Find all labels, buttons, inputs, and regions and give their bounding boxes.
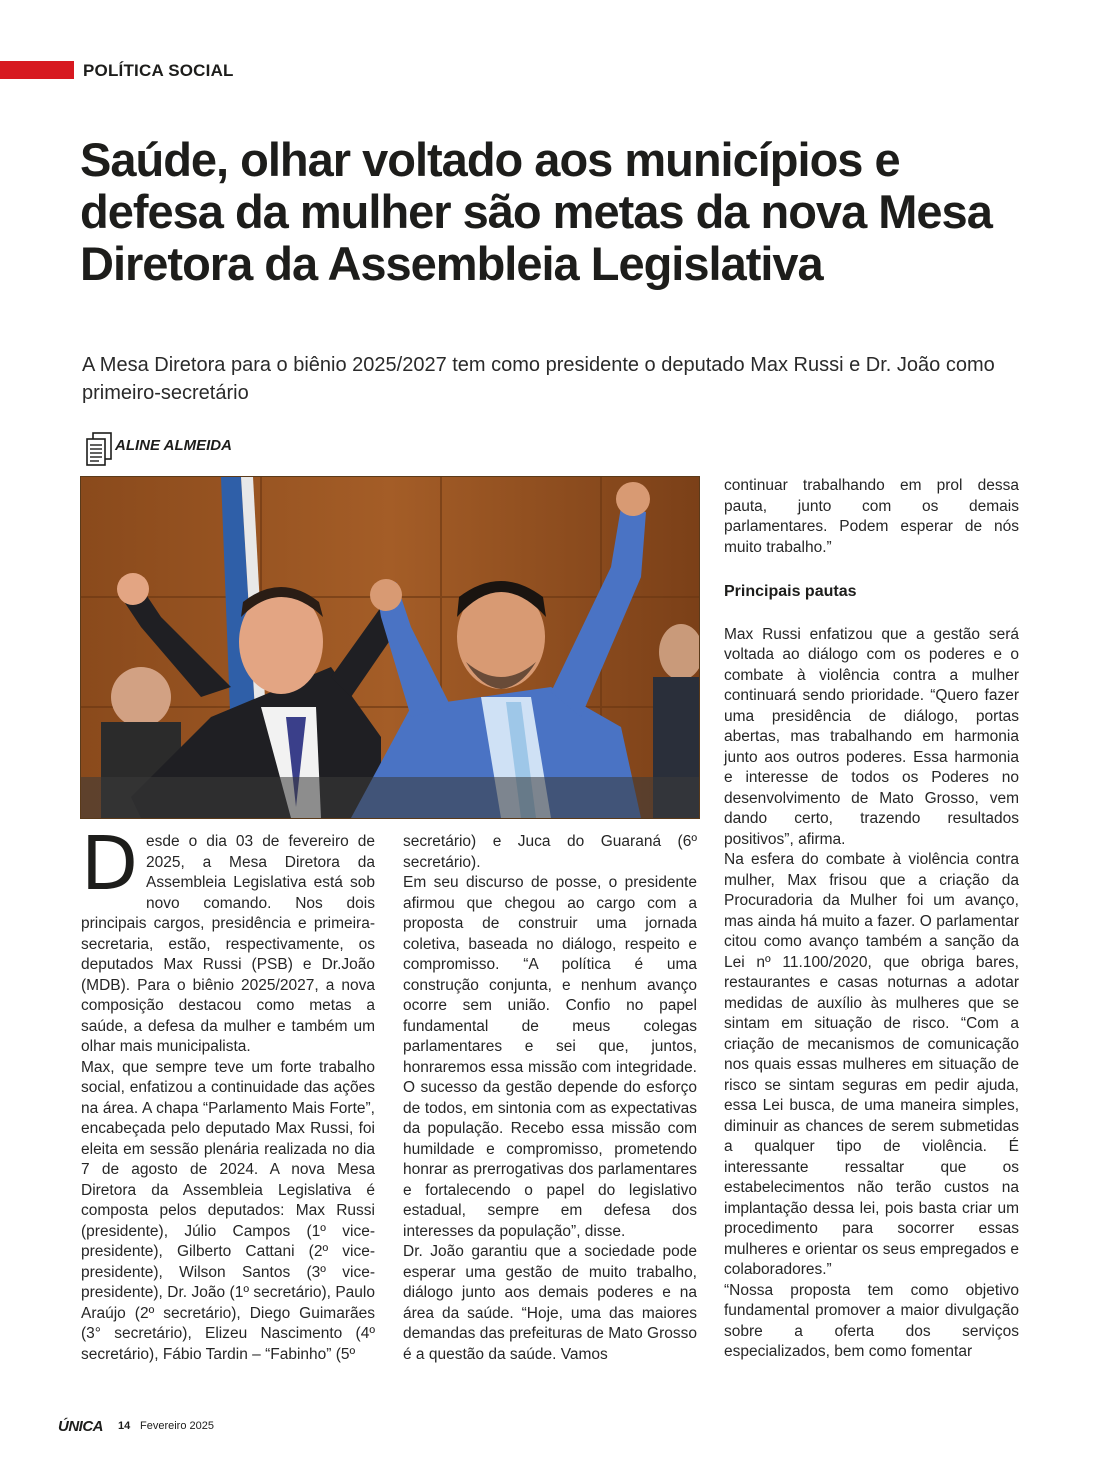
article-subtitle: A Mesa Diretora para o biênio 2025/2027 tem como presidente o deputado Max Russi e Dr. João como primeiro-secretário <box>82 354 995 404</box>
page-number: 14 <box>118 1420 131 1432</box>
paragraph-text: esde o dia 03 de fevereiro de 2025, a Mesa Diretora da Assembleia Legislativa está sob novo comando. Nos dois principais cargos, presidência e primeira-secretaria, estão, respectivamente, os deputados Max Russi (PSB) e Dr.João (MDB). Para o biênio 2025/2027, a nova composição destacou como metas a saúde, a defesa da mulher e também um olhar mais municipalista. <box>81 833 375 1055</box>
article-paragraph: Na esfera do combate à violência contra mulher, Max frisou que a criação da Procuradoria da Mulher foi um avanço, mas ainda há muito a fazer. O parlamentar citou como avanço também a sanção da Lei nº 11.100/2020, que obriga bares, restaurantes e casas noturnas a adotar medidas de auxílio às mulheres que se sintam em situação de risco. “Com a criação de mecanismos de comunicação nos quais essas mulheres em situação de risco se sintam seguras em pedir ajuda, essa Lei busca, de uma maneira simples, diminuir as chances de serem submetidas a qualquer tipo de violência. É interessante ressaltar que os estabelecimentos não terão custos na implantação dessa lei, pois basta criar um procedimento para socorrer essas mulheres e orientar os seus empregados e colaboradores.” <box>724 851 1019 1278</box>
section-accent-bar <box>0 61 74 79</box>
section-label: POLÍTICA SOCIAL <box>83 61 234 80</box>
article-column-1 <box>81 821 375 1365</box>
document-icon <box>84 431 114 467</box>
article-paragraph: Em seu discurso de posse, o presidente afirmou que chegou ao cargo com a proposta de construir uma jornada coletiva, baseada no diálogo, respeito e compromisso. “A política é uma construção conjunta, e nenhum avanço ocorre sem união. Confio no papel fundamental de meus colegas parlamentares e sei que, juntos, honraremos essa missão com integridade. O sucesso da gestão depende do esforço de todos, em sintonia com as expectativas da população. Recebo essa missão com humildade e compromisso, prometendo honrar as prerrogativas dos parlamentares e fortalecendo o papel do legislativo estadual, sempre em defesa dos interesses da população”, disse. <box>403 874 697 1240</box>
magazine-logo: ÚNICA <box>58 1418 103 1435</box>
drop-cap: D <box>81 821 138 907</box>
issue-date: Fevereiro 2025 <box>140 1420 214 1432</box>
article-column-3 <box>724 476 1019 1363</box>
article-paragraph: continuar trabalhando em prol dessa pauta, junto com os demais parlamentares. Podem esperar de nós muito trabalho.” <box>724 477 1019 556</box>
photo-two-men-celebrating-icon <box>81 477 699 818</box>
article-column-2 <box>403 832 697 1365</box>
article-paragraph: Dr. João garantiu que a sociedade pode esperar uma gestão de muito trabalho, diálogo junto aos demais poderes e na área da saúde. “Hoje, uma das maiores demandas das prefeituras de Mato Grosso é a questão da saúde. Vamos <box>403 1243 697 1363</box>
article-paragraph: “Nossa proposta tem como objetivo fundamental promover a maior divulgação sobre a oferta dos serviços especializados, bem como fomentar <box>724 1281 1019 1360</box>
article-photo <box>80 476 700 819</box>
article-headline: Saúde, olhar voltado aos municípios e defesa da mulher são metas da nova Mesa Diretora da Assembleia Legislativa <box>80 133 992 290</box>
author-name: ALINE ALMEIDA <box>115 437 232 454</box>
article-paragraph: secretário) e Juca do Guaraná (6º secretário). <box>403 833 697 871</box>
section-heading: Principais pautas <box>724 583 857 600</box>
article-paragraph <box>81 821 375 1058</box>
article-paragraph: Max, que sempre teve um forte trabalho social, enfatizou a continuidade das ações na área. A chapa “Parlamento Mais Forte”, encabeçada pelo deputado Max Russi, foi eleita em sessão plenária realizada no dia 7 de agosto de 2024. A nova Mesa Diretora da Assembleia Legislativa é composta pelos deputados: Max Russi (presidente), Júlio Campos (1º vice-presidente), Gilberto Cattani (2º vice-presidente), Wilson Santos (3º vice-presidente), Dr. João (1º secretário), Paulo Araújo (2º secretário), Diego Guimarães (3° secretário), Elizeu Nascimento (4º secretário), Fábio Tardin – “Fabinho” (5º <box>81 1058 375 1363</box>
article-paragraph: Max Russi enfatizou que a gestão será voltada ao diálogo com os poderes e o combate à violência contra a mulher continuará sendo prioridade. “Quero fazer uma presidência de diálogo, portas abertas, mas trabalhando em harmonia junto aos outros poderes. Essa harmonia e interesse de todos os Poderes no desenvolvimento de Mato Grosso, vem dando certo, trazendo resultados positivos”, afirma. <box>724 625 1019 848</box>
